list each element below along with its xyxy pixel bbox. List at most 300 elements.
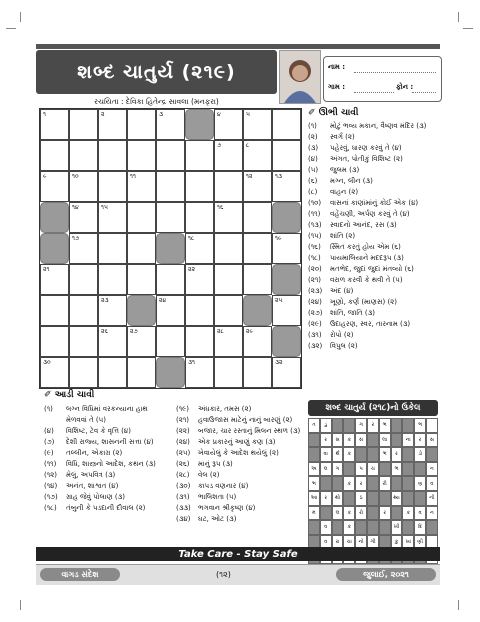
- clue-number: (૬): [308, 177, 318, 185]
- clue-number: (૧૧): [308, 210, 321, 218]
- clue-number: (૨૯): [308, 320, 322, 328]
- cell-number: ૪: [217, 111, 221, 118]
- clue-text: અનંત, શાશ્વત (૪): [66, 482, 119, 490]
- solution-cell: દિ: [414, 520, 426, 535]
- clue-item: [44, 415, 106, 426]
- grid-cell[interactable]: [69, 109, 98, 140]
- author-credit: રચયિતા : દેવિકા હિતેન્દ્ર સાવલા (મનફરા): [94, 97, 219, 106]
- grid-block: [272, 326, 301, 357]
- grid-cell[interactable]: [98, 357, 127, 388]
- solution-cell: [402, 520, 414, 535]
- solution-cell: [355, 520, 367, 535]
- solution-cell: ન: [426, 506, 438, 521]
- grid-cell[interactable]: [69, 357, 98, 388]
- grid-cell[interactable]: [98, 140, 127, 171]
- solution-cell: ર: [414, 433, 426, 448]
- clue-item: [44, 481, 118, 492]
- solution-cell: થ્ય: [391, 491, 403, 506]
- solution-cell: વા: [320, 447, 332, 462]
- cell-number: ૧૨: [246, 173, 253, 180]
- solution-cell: પ: [355, 462, 367, 477]
- grid-cell[interactable]: [69, 233, 98, 264]
- grid-cell[interactable]: [214, 140, 243, 171]
- clue-number: (૫): [308, 166, 319, 174]
- solution-cell: ગ: [332, 462, 344, 477]
- solution-cell: ર: [320, 433, 332, 448]
- clue-item: [308, 209, 410, 220]
- solution-grid: [308, 418, 438, 564]
- clue-text: વહેંચણી, અર્પણ કરવું તે (૪): [330, 210, 410, 218]
- grid-cell[interactable]: [243, 171, 272, 202]
- grid-cell[interactable]: [243, 202, 272, 233]
- solution-cell: ણ: [414, 476, 426, 491]
- grid-cell[interactable]: [185, 140, 214, 171]
- cell-number: ૨૬: [101, 328, 108, 335]
- clue-text: લગ્ન વિધિમાં વરકન્યાના હાથ: [66, 405, 148, 413]
- cell-number: ૮: [246, 142, 250, 149]
- clue-number: (૨૬): [176, 460, 190, 468]
- solution-cell: લા: [379, 433, 391, 448]
- village-field[interactable]: [354, 92, 394, 93]
- solution-title: શબ્દ ચાતુર્ય (૨૧૮)નો ઉકેલ: [308, 400, 438, 416]
- solution-cell: રો: [355, 506, 367, 521]
- clue-item: [308, 143, 402, 154]
- grid-cell[interactable]: [40, 264, 69, 295]
- solution-cell: [367, 491, 379, 506]
- clue-item: [308, 176, 373, 187]
- clue-item: [308, 275, 403, 286]
- solution-cell: ર: [367, 418, 379, 433]
- solution-cell: સ: [355, 433, 367, 448]
- solution-cell: રી: [379, 476, 391, 491]
- grid-cell[interactable]: [243, 140, 272, 171]
- clue-number: (૨૭): [308, 309, 323, 317]
- clue-text: દેશી રાજ્ય, શાસનની સત્તા (૪): [66, 438, 154, 446]
- clue-text: ઘટ, ઓટ (૩): [198, 515, 237, 523]
- clue-item: [176, 426, 300, 437]
- phone-field[interactable]: [412, 92, 436, 93]
- clue-text: પહેરવું, ધારણ કરવું તે (૪): [330, 144, 402, 152]
- grid-cell[interactable]: [272, 233, 301, 264]
- clue-text: સ્વર્ગ (૨): [330, 133, 355, 141]
- clue-item: [308, 242, 401, 253]
- clue-text: અંગત, પોતીકું વિશિષ્ટ (૨): [330, 155, 403, 163]
- solution-cell: [332, 476, 344, 491]
- solution-cell: [426, 418, 438, 433]
- grid-cell[interactable]: [272, 171, 301, 202]
- grid-block: [127, 295, 156, 326]
- grid-cell[interactable]: [156, 171, 185, 202]
- cell-number: ૨૮: [217, 328, 224, 335]
- name-field[interactable]: [354, 72, 436, 73]
- solution-cell: [343, 491, 355, 506]
- solution-cell: વ: [426, 476, 438, 491]
- grid-cell[interactable]: [272, 140, 301, 171]
- clue-number: (૨૧): [308, 276, 322, 284]
- clue-text: માનું રૂપ (૩): [198, 460, 233, 468]
- clue-item: [308, 319, 410, 330]
- grid-cell[interactable]: [243, 264, 272, 295]
- solution-cell: [308, 433, 320, 448]
- solution-cell: સ: [332, 433, 344, 448]
- clue-text: મેળવવાં તે (૫): [66, 416, 106, 424]
- cell-number: ૨૩: [101, 297, 109, 304]
- grid-block: [185, 109, 214, 140]
- grid-cell[interactable]: [127, 264, 156, 295]
- grid-cell[interactable]: [214, 295, 243, 326]
- clue-text: ભગવાન શ્રીકૃષ્ણ (૪): [198, 504, 256, 512]
- clue-number: (૩૪): [176, 515, 191, 523]
- solution-cell: [391, 418, 403, 433]
- clue-text: મગ્ન, લીન (૩): [330, 177, 373, 185]
- clue-item: [308, 121, 426, 132]
- grid-block: [156, 233, 185, 264]
- solution-cell: ભ: [308, 476, 320, 491]
- clue-text: ખેવાયેલું કે આદેશ થયેલું (૨): [198, 449, 279, 457]
- clue-text: મતભેદ, જુદાં જુદાં મંતવ્યો (૬): [330, 265, 414, 273]
- grid-cell[interactable]: [40, 295, 69, 326]
- grid-cell[interactable]: [98, 233, 127, 264]
- grid-cell[interactable]: [127, 202, 156, 233]
- solution-cell: [402, 476, 414, 491]
- solution-cell: [391, 506, 403, 521]
- crop-mark: [20, 600, 21, 610]
- grid-cell[interactable]: [185, 171, 214, 202]
- grid-cell[interactable]: [98, 202, 127, 233]
- solution-cell: [367, 447, 379, 462]
- cell-number: ૨૫: [275, 297, 283, 304]
- author-photo: [279, 50, 321, 104]
- grid-cell[interactable]: [156, 326, 185, 357]
- solution-cell: ર: [379, 506, 391, 521]
- grid-cell[interactable]: [69, 295, 98, 326]
- page-number: (૧૨): [216, 570, 231, 579]
- clue-number: (૨૦): [308, 265, 322, 273]
- grid-cell[interactable]: [156, 264, 185, 295]
- grid-cell[interactable]: [69, 264, 98, 295]
- cell-number: ૧૭: [72, 235, 80, 242]
- grid-cell[interactable]: [127, 171, 156, 202]
- grid-cell[interactable]: [98, 171, 127, 202]
- grid-cell[interactable]: [272, 109, 301, 140]
- solution-cell: ગ: [355, 418, 367, 433]
- cell-number: ૯: [43, 173, 47, 180]
- solution-cell: વ: [414, 506, 426, 521]
- solution-cell: [414, 462, 426, 477]
- grid-cell[interactable]: [127, 109, 156, 140]
- phone-label: ફોન :: [396, 83, 414, 91]
- solution-cell: ઠ: [355, 491, 367, 506]
- grid-cell[interactable]: [185, 357, 214, 388]
- clue-number: (૧૭): [44, 493, 58, 501]
- clue-item: [44, 437, 154, 448]
- clue-item: [308, 132, 355, 143]
- grid-cell[interactable]: [40, 140, 69, 171]
- footer-bar: [36, 564, 440, 585]
- solution-cell: [426, 520, 438, 535]
- entrant-details-box: [323, 56, 442, 102]
- clue-number: (૧૯): [176, 405, 190, 413]
- grid-cell[interactable]: [214, 109, 243, 140]
- crop-mark: [20, 12, 21, 22]
- clue-number: (૧૨): [44, 471, 58, 479]
- clue-text: શાંતિ, જાતિ (૩): [330, 309, 376, 317]
- grid-cell[interactable]: [214, 264, 243, 295]
- clue-item: [44, 503, 145, 514]
- top-rule: [36, 44, 440, 49]
- solution-cell: [379, 462, 391, 477]
- grid-cell[interactable]: [243, 357, 272, 388]
- solution-cell: [332, 520, 344, 535]
- clue-item: [308, 220, 397, 231]
- clue-text: મેલું, અપવિત્ર (૩): [66, 471, 116, 479]
- down-title-text: ઊભી ચાવી: [318, 108, 359, 118]
- solution-cell: ભ: [414, 418, 426, 433]
- clue-item: [44, 470, 115, 481]
- grid-cell[interactable]: [214, 357, 243, 388]
- grid-cell[interactable]: [185, 326, 214, 357]
- clue-number: (૧૪): [44, 482, 58, 490]
- clue-item: [44, 426, 131, 437]
- clue-text: બજાર, ચાર રસ્તાનું મિલન સ્થળ (૩): [198, 427, 301, 435]
- solution-cell: [402, 462, 414, 477]
- solution-cell: [379, 520, 391, 535]
- crop-mark: [458, 12, 459, 22]
- cell-number: ૧૫: [101, 204, 108, 211]
- clue-number: (૮): [308, 188, 318, 196]
- grid-cell[interactable]: [214, 326, 243, 357]
- grid-cell[interactable]: [156, 295, 185, 326]
- solution-cell: ણી: [414, 535, 426, 550]
- grid-cell[interactable]: [69, 171, 98, 202]
- solution-cell: ક: [343, 447, 355, 462]
- solution-cell: ની: [426, 491, 438, 506]
- grid-cell[interactable]: [243, 233, 272, 264]
- solution-cell: વ: [320, 535, 332, 550]
- clue-number: (૧): [308, 122, 317, 130]
- solution-cell: ર: [320, 491, 332, 506]
- clue-text: તલ્લીન, એકાગ્ર (૨): [66, 449, 123, 457]
- grid-cell[interactable]: [156, 202, 185, 233]
- clue-number: (૧૬): [308, 243, 321, 251]
- solution-cell: ક: [402, 506, 414, 521]
- clue-text: ઉદાહરણ, સ્વર, તારનામ (૩): [330, 320, 411, 328]
- solution-cell: ર: [355, 476, 367, 491]
- grid-cell[interactable]: [98, 264, 127, 295]
- clue-item: [176, 404, 251, 415]
- clue-text: વાસનાં કાણાંમાંનું કોઈ એક (૪): [330, 199, 419, 207]
- grid-cell[interactable]: [98, 326, 127, 357]
- solution-cell: વ: [320, 520, 332, 535]
- clue-number: (૨૪): [308, 298, 322, 306]
- grid-cell[interactable]: [214, 171, 243, 202]
- solution-cell: મ: [308, 506, 320, 521]
- grid-block: [243, 295, 272, 326]
- clue-item: [308, 264, 414, 275]
- grid-cell[interactable]: [69, 326, 98, 357]
- grid-cell[interactable]: [185, 202, 214, 233]
- solution-cell: [426, 447, 438, 462]
- solution-cell: ર: [391, 447, 403, 462]
- grid-cell[interactable]: [185, 295, 214, 326]
- puzzle-page: [36, 44, 440, 586]
- solution-cell: આ: [308, 491, 320, 506]
- solution-cell: સ: [426, 433, 438, 448]
- grid-cell[interactable]: [127, 357, 156, 388]
- grid-cell[interactable]: [185, 233, 214, 264]
- grid-cell[interactable]: [40, 357, 69, 388]
- clue-number: (૯): [44, 449, 54, 457]
- solution-cell: ખા: [402, 535, 414, 550]
- grid-cell[interactable]: [69, 140, 98, 171]
- clue-number: (૨૩): [308, 287, 323, 295]
- solution-cell: [367, 506, 379, 521]
- cell-number: ૨૨: [188, 266, 196, 273]
- solution-cell: [343, 418, 355, 433]
- solution-cell: [379, 491, 391, 506]
- clue-item: [44, 448, 122, 459]
- across-title-text: આડી ચાવી: [54, 390, 95, 400]
- solution-cell: ક: [343, 476, 355, 491]
- grid-cell[interactable]: [127, 140, 156, 171]
- clue-number: (૧૫): [308, 232, 322, 240]
- clue-text: રોપો (૨): [330, 331, 354, 339]
- clue-item: [176, 481, 248, 492]
- clue-item: [44, 404, 148, 415]
- grid-cell[interactable]: [127, 233, 156, 264]
- clue-item: [308, 198, 418, 209]
- cell-number: ૭: [217, 142, 222, 149]
- cell-number: ૨૧: [43, 266, 50, 273]
- clue-item: [308, 253, 404, 264]
- clue-text: વિધિ, શાસ્ત્રનો આદેશ, કથન (૩): [66, 460, 156, 468]
- clue-item: [308, 231, 355, 242]
- clue-text: સ્મિત કરતું હોય એમ (૬): [330, 243, 401, 251]
- grid-cell[interactable]: [156, 109, 185, 140]
- grid-cell[interactable]: [272, 357, 301, 388]
- clue-item: [44, 492, 125, 503]
- solution-cell: ત: [308, 418, 320, 433]
- grid-cell[interactable]: [40, 171, 69, 202]
- solution-cell: [332, 418, 344, 433]
- clue-item: [308, 165, 359, 176]
- solution-cell: [391, 476, 403, 491]
- grid-cell[interactable]: [185, 264, 214, 295]
- solution-cell: [367, 476, 379, 491]
- clue-item: [176, 437, 275, 448]
- footer-tagline: Take Care - Stay Safe: [36, 547, 440, 561]
- grid-cell[interactable]: [40, 109, 69, 140]
- cell-number: ૧૦: [72, 173, 79, 180]
- clue-item: [308, 330, 353, 341]
- grid-block: [40, 233, 69, 264]
- grid-cell[interactable]: [272, 295, 301, 326]
- cell-number: ૧૬: [217, 204, 224, 211]
- clue-number: (૧૦): [308, 199, 322, 207]
- solution-cell: અ: [308, 462, 320, 477]
- grid-block: [272, 202, 301, 233]
- cell-number: ૩: [159, 111, 163, 118]
- clue-item: [176, 448, 279, 459]
- clue-item: [176, 459, 233, 470]
- solution-cell: [308, 447, 320, 462]
- clue-number: (૨૪): [176, 438, 190, 446]
- solution-cell: [355, 447, 367, 462]
- grid-block: [156, 357, 185, 388]
- clue-item: [308, 286, 353, 297]
- issue-date: જુલાઈ, ૨૦૨૧: [336, 568, 436, 581]
- solution-cell: [367, 520, 379, 535]
- clue-text: તંબુની કે પડદાની દીવાલ (૨): [66, 504, 146, 512]
- solution-cell: ભ: [391, 462, 403, 477]
- solution-cell: [320, 506, 332, 521]
- solution-cell: ડો: [414, 447, 426, 462]
- clue-text: વાહન (૨): [330, 188, 359, 196]
- clue-number: (૧૮): [308, 254, 321, 262]
- clue-number: (૩૦): [176, 482, 191, 490]
- clue-item: [308, 341, 358, 352]
- solution-cell: [391, 433, 403, 448]
- clue-item: [176, 470, 219, 481]
- grid-cell[interactable]: [214, 233, 243, 264]
- solution-cell: ક: [343, 520, 355, 535]
- grid-cell[interactable]: [243, 326, 272, 357]
- clue-number: (૨૮): [176, 471, 190, 479]
- publication-name: વાગડ સંદેશ: [40, 568, 120, 581]
- solution-cell: ક: [343, 433, 355, 448]
- clue-text: જુલમ (૩): [330, 166, 360, 174]
- grid-cell[interactable]: [214, 202, 243, 233]
- clue-number: (૪): [44, 427, 54, 435]
- solution-cell: ભ: [379, 418, 391, 433]
- clue-number: (૨): [308, 133, 318, 141]
- grid-cell[interactable]: [156, 140, 185, 171]
- solution-cell: [320, 476, 332, 491]
- clue-text: ગ્રાહ જેવું પોલાણ (૩): [66, 493, 125, 501]
- grid-cell[interactable]: [40, 326, 69, 357]
- clue-number: (૧૧): [44, 460, 57, 468]
- cell-number: ૧૮: [188, 235, 195, 242]
- puzzle-title: શબ્દ ચાતુર્ય (૨૧૯): [36, 50, 277, 94]
- clue-number: (૩૩): [176, 504, 191, 512]
- grid-cell[interactable]: [98, 295, 127, 326]
- solution-cell: ભ: [379, 447, 391, 462]
- clue-text: વરાળ કરવી કે થવી તે (૫): [330, 276, 403, 284]
- solution-cell: ચ: [367, 462, 379, 477]
- solution-cell: લ: [320, 462, 332, 477]
- solution-cell: નો: [355, 535, 367, 550]
- clue-number: (૩): [308, 144, 319, 152]
- grid-cell[interactable]: [243, 109, 272, 140]
- grid-cell[interactable]: [127, 326, 156, 357]
- grid-cell[interactable]: [98, 109, 127, 140]
- grid-cell[interactable]: [69, 202, 98, 233]
- solution-cell: ર્થ: [332, 447, 344, 462]
- solution-cell: [402, 418, 414, 433]
- solution-cell: ખી: [391, 520, 403, 535]
- clue-item: [44, 459, 156, 470]
- solution-cell: ક: [343, 506, 355, 521]
- clue-text: અંદ (૪): [330, 287, 354, 295]
- clue-number: (૨૨): [176, 427, 190, 435]
- crop-mark: [458, 600, 459, 610]
- clue-text: વિપુલ (૨): [330, 342, 358, 350]
- cell-number: ૨૭: [130, 328, 138, 335]
- solution-cell: લ: [332, 506, 344, 521]
- crop-mark: [463, 28, 473, 29]
- clue-text: ભાલિશતા (૫): [198, 493, 237, 501]
- clue-item: [176, 415, 292, 426]
